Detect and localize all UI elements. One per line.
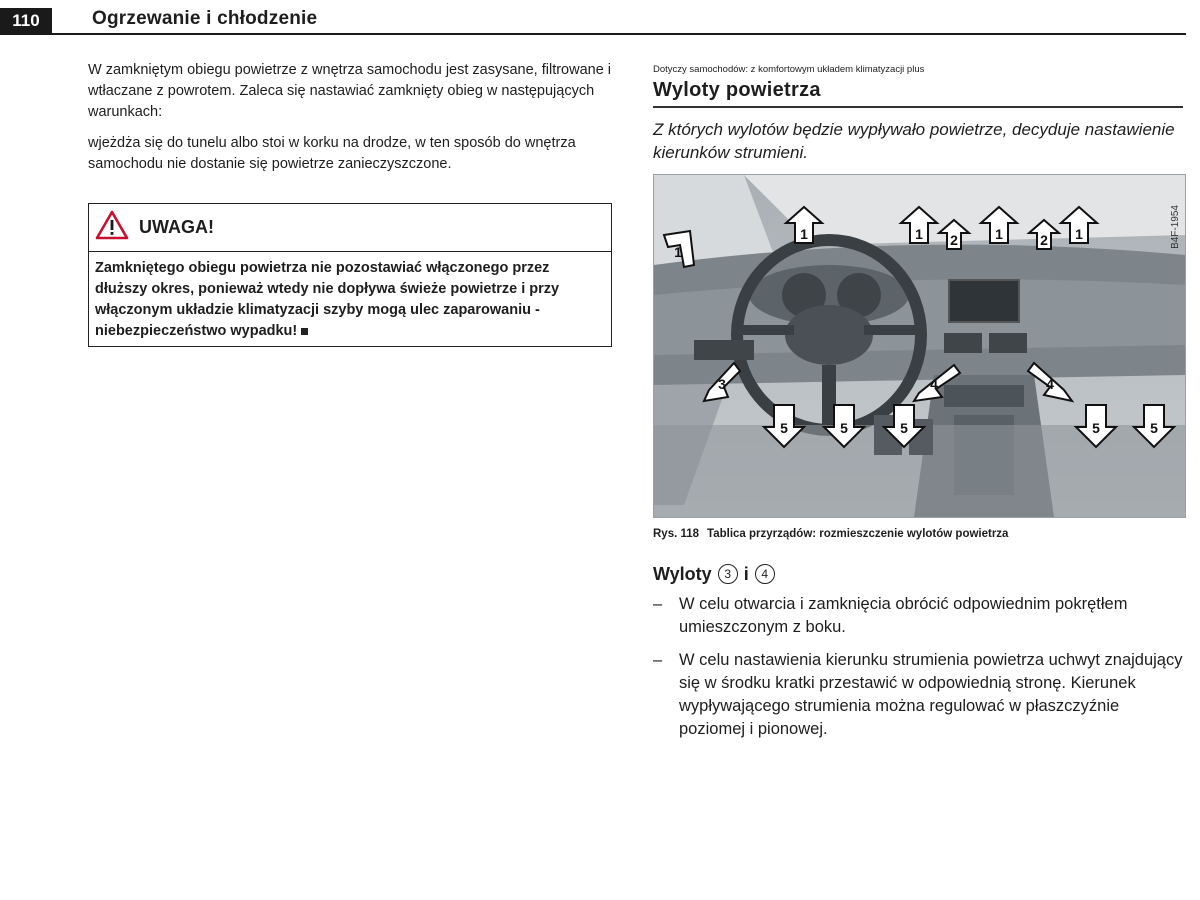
figure-label: 5 — [900, 419, 908, 436]
instruction-step — [653, 593, 1183, 639]
caption-text: Tablica przyrządów: rozmieszczenie wylotów powietrza — [707, 527, 1009, 540]
warning-box — [88, 203, 612, 347]
figure-label: 1 — [915, 225, 923, 242]
figure-label: 1 — [1075, 225, 1083, 242]
figure-label: 5 — [840, 419, 848, 436]
subsection-title — [653, 564, 1183, 585]
intro-text: Z których wylotów będzie wypływało powietrze, decyduje nastawienie kierunków strumieni. — [653, 119, 1175, 162]
right-column — [653, 64, 1183, 751]
figure-label: 3 — [718, 375, 726, 392]
page-number: 110 — [0, 8, 52, 34]
step-marker: – — [653, 650, 663, 669]
page-title: Ogrzewanie i chłodzenie — [92, 8, 318, 29]
section-rule — [653, 106, 1183, 108]
left-column — [88, 60, 613, 347]
figure-label: 5 — [1150, 419, 1158, 436]
circled-number: 3 — [718, 564, 738, 584]
figure-label: 2 — [1040, 231, 1048, 248]
warning-title: UWAGA! — [139, 217, 214, 237]
figure-label: 1 — [995, 225, 1003, 242]
dashboard-illustration — [654, 175, 1185, 517]
figure-label: 4 — [1046, 375, 1054, 392]
figure-label: 1 — [800, 225, 808, 242]
figure-label: 2 — [950, 231, 958, 248]
figure-code: B4F-1954 — [1170, 204, 1181, 249]
circled-number: 4 — [755, 564, 775, 584]
dashboard-figure — [653, 174, 1186, 518]
subsection-conj: i — [743, 563, 749, 584]
end-mark — [301, 328, 308, 335]
figure-label: 1 — [674, 243, 682, 260]
step-text: W celu nastawienia kierunku strumienia powietrza uchwyt znajdujący się w środku kratki przestawić w odpowiednią stronę. Kierunek wypływającego strumienia można regulować w płaszczyźnie poziomej i pionowej. — [679, 650, 1183, 738]
applies-to: Dotyczy samochodów: z komfortowym układem klimatyzacji plus — [653, 64, 925, 75]
figure-caption — [653, 528, 1183, 540]
paragraph: W zamkniętym obiegu powietrze z wnętrza samochodu jest zasysane, filtrowane i wtłaczane z powrotem. Zaleca się nastawiać zamknięty obieg w następujących warunkach: — [88, 62, 612, 120]
warning-text-body: Zamkniętego obiegu powietrza nie pozostawiać włączonego przez dłuższy okres, ponieważ wtedy nie dopływa świeże powietrze i przy włączonym układzie klimatyzacji szyby mogą ulec zaparowaniu - niebezpieczeństwo wypadku! — [95, 260, 560, 339]
warning-triangle-icon — [95, 210, 129, 245]
instruction-step — [653, 649, 1183, 741]
header-rule — [0, 33, 1186, 35]
figure-label: 5 — [1092, 419, 1100, 436]
section-title: Wyloty powietrza — [653, 79, 821, 101]
warning-text — [89, 252, 611, 346]
step-text: W celu otwarcia i zamknięcia obrócić odpowiednim pokrętłem umieszczonym z boku. — [679, 594, 1128, 636]
caption-label: Rys. 118 — [653, 527, 700, 540]
figure-label: 4 — [930, 375, 938, 392]
warning-header — [89, 204, 611, 252]
subsection-title-text: Wyloty — [653, 563, 712, 584]
paragraph: wjeżdża się do tunelu albo stoi w korku na drodze, w ten sposób do wnętrza samochodu nie dostanie się powietrze zanieczyszczone. — [88, 135, 576, 172]
figure-label: 5 — [780, 419, 788, 436]
step-marker: – — [653, 594, 663, 613]
